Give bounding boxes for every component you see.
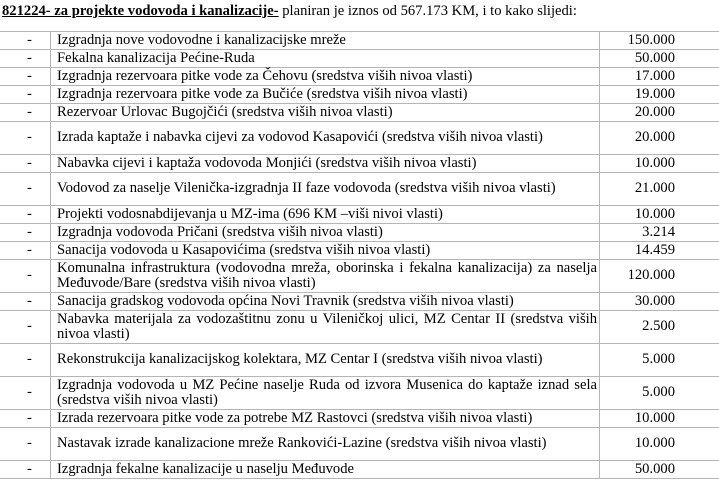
bullet-dash: - bbox=[1, 206, 51, 224]
table-row bbox=[1, 173, 719, 206]
table-row bbox=[1, 206, 719, 224]
bullet-dash: - bbox=[1, 32, 51, 50]
item-amount: 50.000 bbox=[600, 50, 719, 68]
item-amount: 2.500 bbox=[600, 311, 719, 344]
bullet-dash: - bbox=[1, 377, 51, 410]
table-row bbox=[1, 428, 719, 461]
bullet-dash: - bbox=[1, 293, 51, 311]
table-row bbox=[1, 155, 719, 173]
bullet-dash: - bbox=[1, 242, 51, 260]
item-amount: 120.000 bbox=[600, 260, 719, 293]
bullet-dash: - bbox=[1, 155, 51, 173]
bullet-dash: - bbox=[1, 428, 51, 461]
table-row bbox=[1, 104, 719, 122]
item-description: Rekonstrukcija kanalizacijskog kolektara, MZ Centar I (sredstva viših nivoa vlasti) bbox=[51, 344, 600, 377]
bullet-dash: - bbox=[1, 311, 51, 344]
bullet-dash: - bbox=[1, 224, 51, 242]
item-description: Nabavka cijevi i kaptaža vodovoda Monjići (sredstva viših nivoa vlasti) bbox=[51, 155, 600, 173]
table-row bbox=[1, 86, 719, 104]
item-description: Izgradnja rezervoara pitke vode za Bučiće (sredstva viših nivoa vlasti) bbox=[51, 86, 600, 104]
item-description: Projekti vodosnabdijevanja u MZ-ima (696 KM –viši nivoi vlasti) bbox=[51, 206, 600, 224]
item-description: Sanacija vodovoda u Kasapovićima (sredstva viših nivoa vlasti) bbox=[51, 242, 600, 260]
item-amount: 5.000 bbox=[600, 344, 719, 377]
item-description: Fekalna kanalizacija Pećine-Ruda bbox=[51, 50, 600, 68]
item-amount: 10.000 bbox=[600, 206, 719, 224]
item-amount: 10.000 bbox=[600, 428, 719, 461]
bullet-dash: - bbox=[1, 50, 51, 68]
item-description: Nastavak izrade kanalizacione mreže Rankovići-Lazine (sredstva viših nivoa vlasti) bbox=[51, 428, 600, 461]
section-heading bbox=[2, 1, 577, 21]
item-description: Komunalna infrastruktura (vodovodna mreža, oborinska i fekalna kanalizacija) za naselja Međuvode/Bare (sredstva viših nivoa vlasti) bbox=[51, 260, 600, 293]
table-row bbox=[1, 50, 719, 68]
budget-items-table bbox=[0, 31, 719, 479]
item-amount: 10.000 bbox=[600, 410, 719, 428]
item-amount: 50.000 bbox=[600, 461, 719, 479]
item-amount: 3.214 bbox=[600, 224, 719, 242]
bullet-dash: - bbox=[1, 86, 51, 104]
item-amount: 10.000 bbox=[600, 155, 719, 173]
table-row bbox=[1, 224, 719, 242]
table-row bbox=[1, 32, 719, 50]
table-row bbox=[1, 122, 719, 155]
item-amount: 21.000 bbox=[600, 173, 719, 206]
table-row bbox=[1, 68, 719, 86]
table-row bbox=[1, 461, 719, 479]
table-row bbox=[1, 311, 719, 344]
item-description: Nabavka materijala za vodozaštitnu zonu u Vileničkoj ulici, MZ Centar II (sredstva viših nivoa vlasti) bbox=[51, 311, 600, 344]
bullet-dash: - bbox=[1, 260, 51, 293]
bullet-dash: - bbox=[1, 461, 51, 479]
item-description: Sanacija gradskog vodovoda općina Novi Travnik (sredstva viših nivoa vlasti) bbox=[51, 293, 600, 311]
item-amount: 20.000 bbox=[600, 104, 719, 122]
item-amount: 30.000 bbox=[600, 293, 719, 311]
bullet-dash: - bbox=[1, 410, 51, 428]
table-row bbox=[1, 260, 719, 293]
item-description: Izgradnja vodovoda Pričani (sredstva viših nivoa vlasti) bbox=[51, 224, 600, 242]
budget-code: 821224- za projekte vodovoda i kanalizacije- bbox=[2, 3, 279, 19]
bullet-dash: - bbox=[1, 68, 51, 86]
item-description: Izrada kaptaže i nabavka cijevi za vodovod Kasapovići (sredstva viših nivoa vlasti) bbox=[51, 122, 600, 155]
bullet-dash: - bbox=[1, 173, 51, 206]
item-description: Izrada rezervoara pitke vode za potrebe MZ Rastovci (sredstva viših nivoa vlasti) bbox=[51, 410, 600, 428]
item-description: Izgradnja vodovoda u MZ Pećine naselje Ruda od izvora Musenica do kaptaže iznad sela (sredstva viših nivoa vlasti) bbox=[51, 377, 600, 410]
item-amount: 150.000 bbox=[600, 32, 719, 50]
table-row bbox=[1, 242, 719, 260]
item-description: Vodovod za naselje Vilenička-izgradnja II faze vodovoda (sredstva viših nivoa vlasti) bbox=[51, 173, 600, 206]
item-amount: 17.000 bbox=[600, 68, 719, 86]
table-row bbox=[1, 410, 719, 428]
item-description: Rezervoar Urlovac Bugojčići (sredstva viših nivoa vlasti) bbox=[51, 104, 600, 122]
item-description: Izgradnja nove vodovodne i kanalizacijske mreže bbox=[51, 32, 600, 50]
heading-text: planiran je iznos od 567.173 KM, i to kako slijedi: bbox=[278, 3, 577, 19]
table-row bbox=[1, 344, 719, 377]
table-row bbox=[1, 377, 719, 410]
table-row bbox=[1, 293, 719, 311]
item-description: Izgradnja rezervoara pitke vode za Čehovu (sredstva viših nivoa vlasti) bbox=[51, 68, 600, 86]
bullet-dash: - bbox=[1, 104, 51, 122]
item-amount: 14.459 bbox=[600, 242, 719, 260]
item-description: Izgradnja fekalne kanalizacije u naselju Međuvode bbox=[51, 461, 600, 479]
item-amount: 20.000 bbox=[600, 122, 719, 155]
bullet-dash: - bbox=[1, 122, 51, 155]
item-amount: 19.000 bbox=[600, 86, 719, 104]
item-amount: 5.000 bbox=[600, 377, 719, 410]
bullet-dash: - bbox=[1, 344, 51, 377]
